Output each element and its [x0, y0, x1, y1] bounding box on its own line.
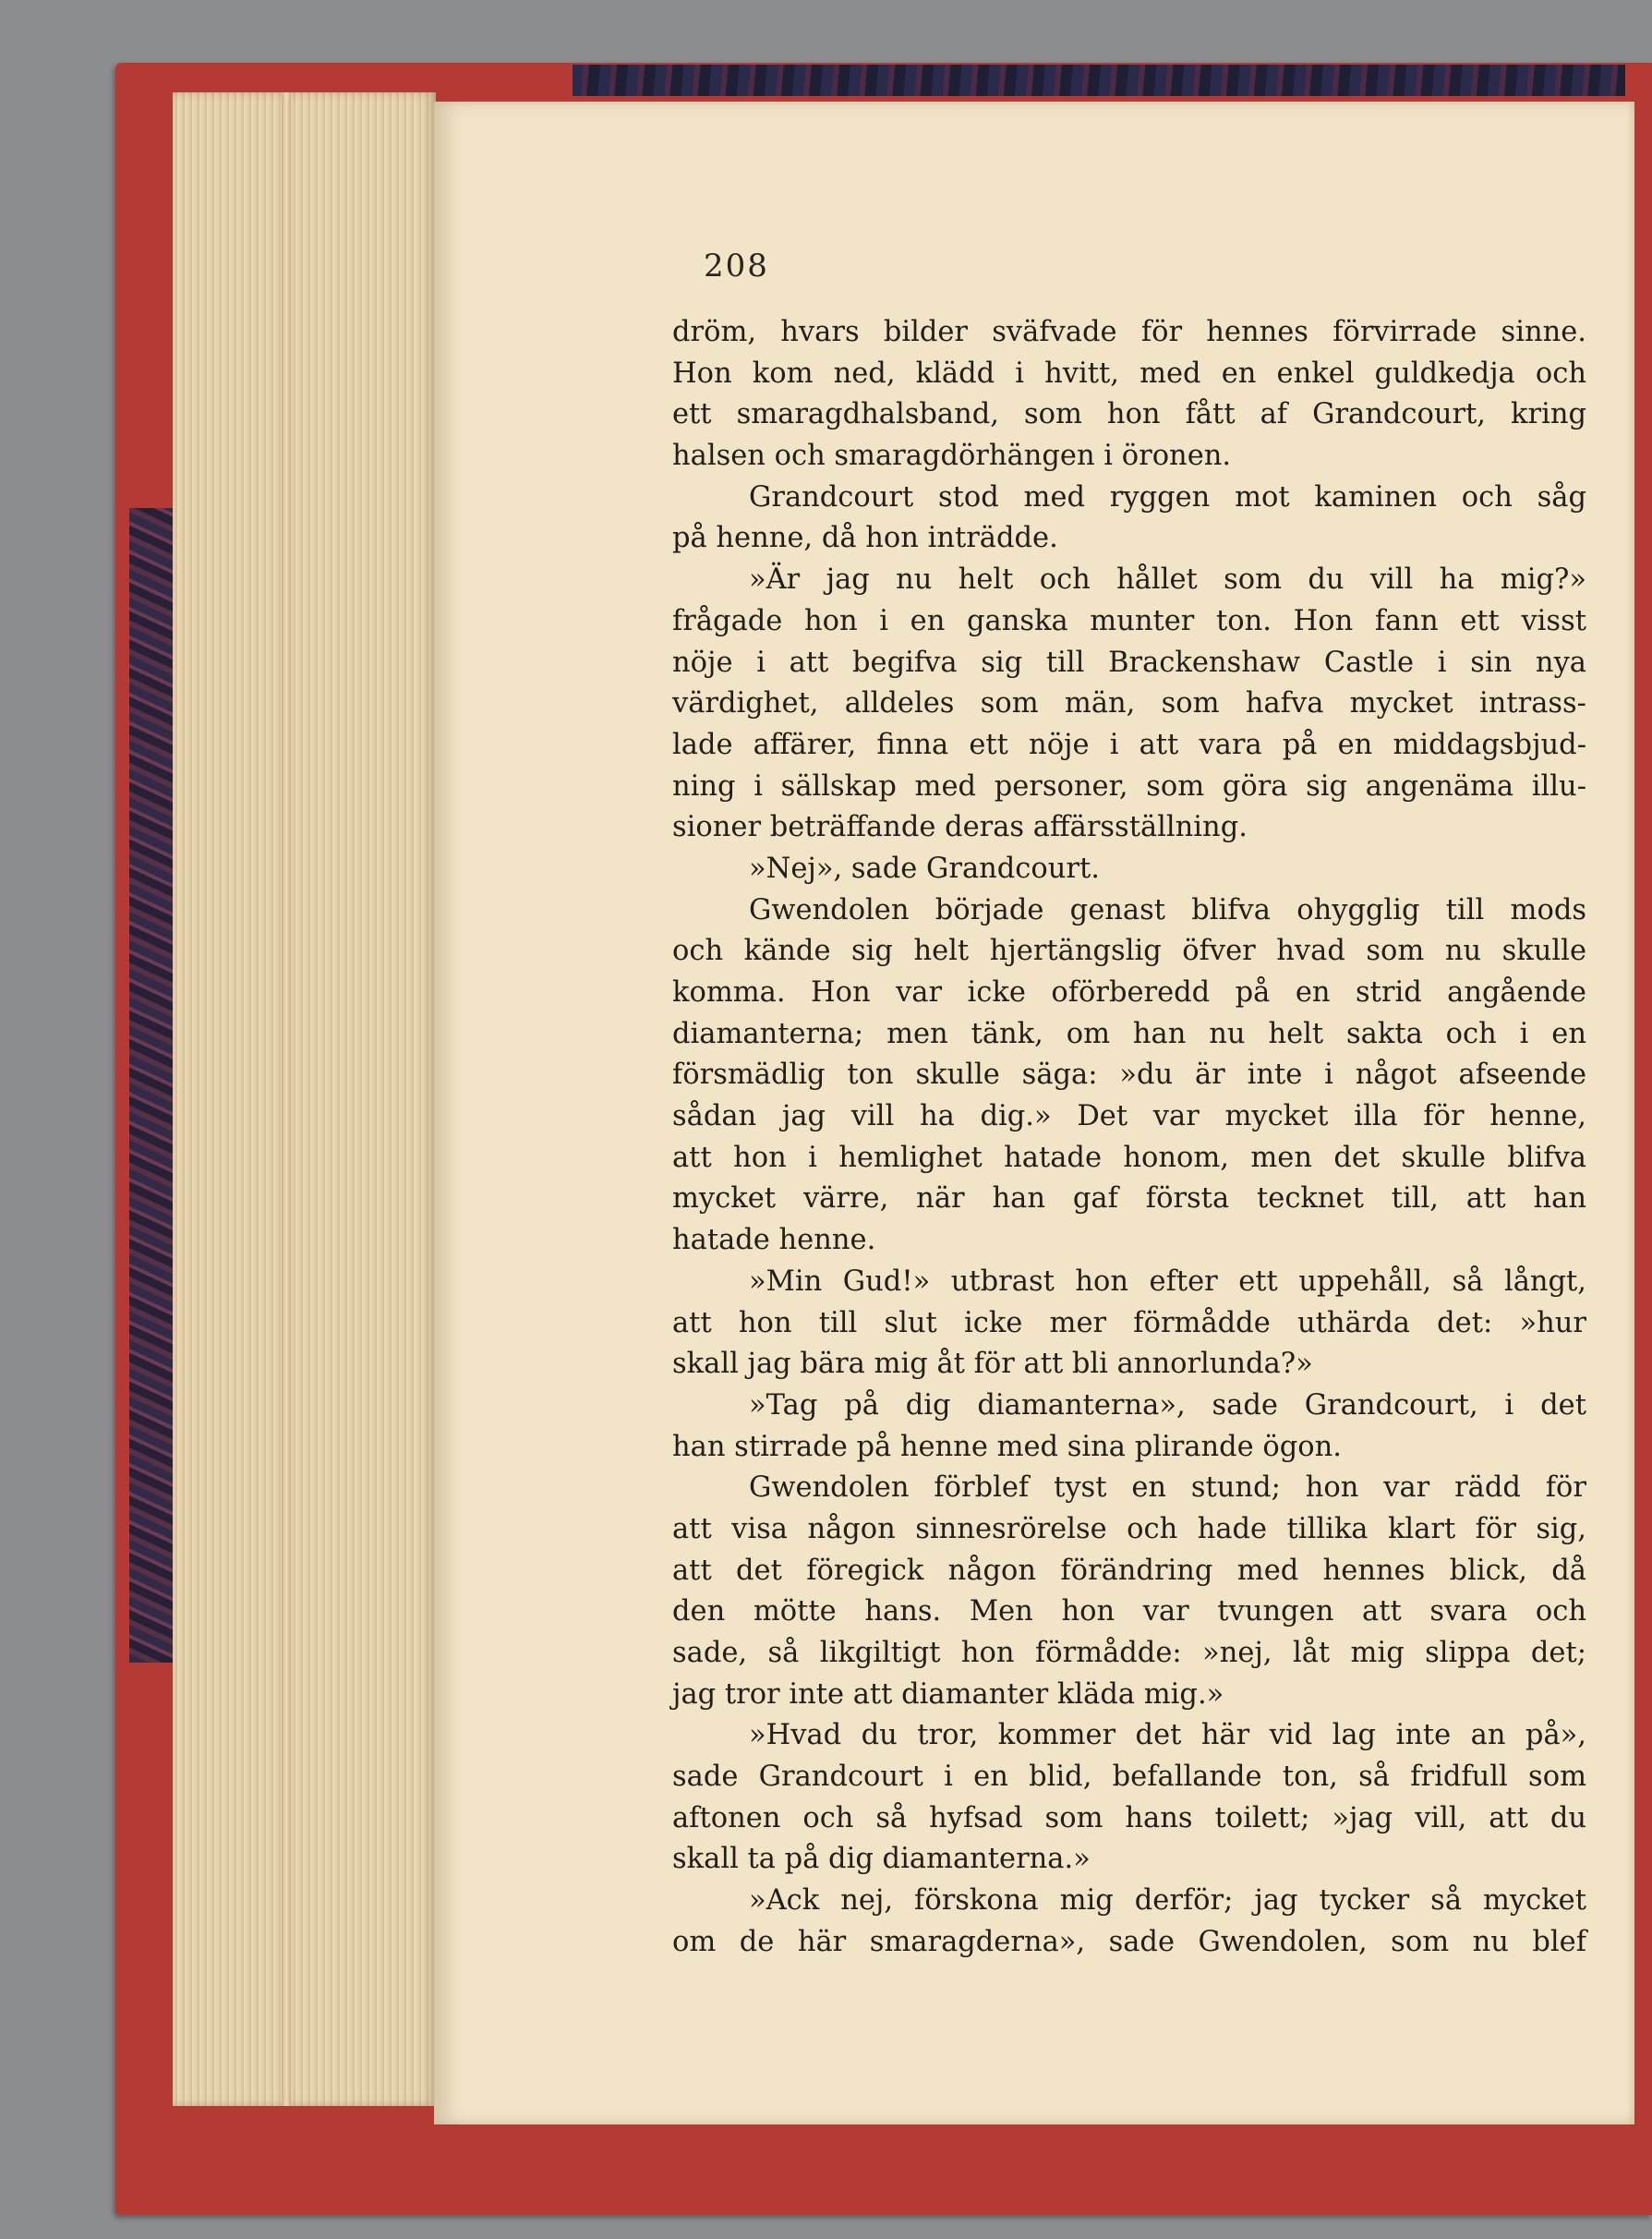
text-line: försmädlig ton skulle säga: »du är inte i något afseende [672, 1059, 1586, 1092]
text-line: Grandcourt stod med ryggen mot kaminen och såg [749, 480, 1586, 514]
text-line: Gwendolen förblef tyst en stund; hon var rädd för [749, 1471, 1586, 1505]
text-line: sioner beträffande deras affärsställning. [672, 811, 1248, 844]
text-line: frågade hon i en ganska munter ton. Hon fann ett visst [672, 604, 1586, 637]
text-line: komma. Hon var icke oförberedd på en strid angående [672, 976, 1586, 1009]
text-line: dröm, hvars bilder sväfvade för hennes förvirrade sinne. [672, 316, 1586, 348]
text-line: »Hvad du tror, kommer det här vid lag inte an på», [749, 1719, 1586, 1752]
text-line: aftonen och så hyfsad som hans toilett; »jag vill, att du [672, 1801, 1586, 1834]
text-line: halsen och smaragdörhängen i öronen. [672, 440, 1232, 473]
text-line: jag tror inte att diamanter kläda mig.» [672, 1677, 1224, 1711]
text-line: att det föregick någon förändring med hennes blick, då [672, 1554, 1586, 1587]
text-line: att visa någon sinnesrörelse och hade tillika klart för sig, [672, 1512, 1586, 1545]
text-line: att hon i hemlighet hatade honom, men det skulle blifva [672, 1141, 1586, 1174]
text-line: skall jag bära mig åt för att bli annorlunda?» [672, 1348, 1313, 1381]
text-line: om de här smaragderna», sade Gwendolen, som nu blef [672, 1925, 1586, 1958]
text-line: Gwendolen började genast blifva ohygglig till mods [749, 893, 1586, 926]
text-line: nöje i att begifva sig till Brackenshaw Castle i sin nya [672, 646, 1586, 679]
text-line: mycket värre, när han gaf första tecknet till, att han [672, 1182, 1586, 1216]
page-stack-divider [282, 92, 291, 2106]
page-number: 208 [704, 248, 769, 284]
marbled-edge-top [573, 65, 1625, 96]
text-line: sade, så likgiltigt hon förmådde: »nej, låt mig slippa det; [672, 1637, 1586, 1669]
page-stack-edges [173, 92, 436, 2106]
text-line: på henne, då hon inträdde. [672, 522, 1058, 555]
text-line: »Min Gud!» utbrast hon efter ett uppehåll, så långt, [749, 1265, 1586, 1298]
body-text [672, 312, 1586, 1964]
text-line: lade affärer, finna ett nöje i att vara på en middagsbjud- [672, 728, 1586, 761]
text-line: hatade henne. [672, 1224, 876, 1257]
text-line: diamanterna; men tänk, om han nu helt sakta och i en [672, 1017, 1586, 1050]
text-line: den mötte hans. Men hon var tvungen att svara och [672, 1595, 1586, 1628]
text-line: ett smaragdhalsband, som hon fått af Grandcourt, kring [672, 398, 1586, 431]
text-line: Hon kom ned, klädd i hvitt, med en enkel guldkedja och [672, 357, 1586, 390]
text-line: ning i sällskap med personer, som göra sig angenäma illu- [672, 769, 1586, 803]
marbled-spine [129, 508, 174, 1663]
text-line: skall ta på dig diamanterna.» [672, 1843, 1091, 1876]
text-line: och kände sig helt hjertängslig öfver hvad som nu skulle [672, 935, 1586, 968]
text-line: att hon till slut icke mer förmådde uthärda det: »hur [672, 1306, 1586, 1339]
text-line: »Ack nej, förskona mig derför; jag tycker så mycket [749, 1884, 1586, 1918]
text-line: »Tag på dig diamanterna», sade Grandcourt, i det [749, 1388, 1586, 1422]
text-line: »Är jag nu helt och hållet som du vill ha mig?» [749, 563, 1586, 597]
text-line: sade Grandcourt i en blid, befallande ton, så fridfull som [672, 1761, 1586, 1794]
text-line: »Nej», sade Grandcourt. [749, 852, 1100, 885]
text-line: han stirrade på henne med sina plirande ögon. [672, 1430, 1342, 1463]
text-line: sådan jag vill ha dig.» Det var mycket illa för henne, [672, 1100, 1586, 1133]
text-line: värdighet, alldeles som män, som hafva mycket intrass- [672, 687, 1586, 720]
